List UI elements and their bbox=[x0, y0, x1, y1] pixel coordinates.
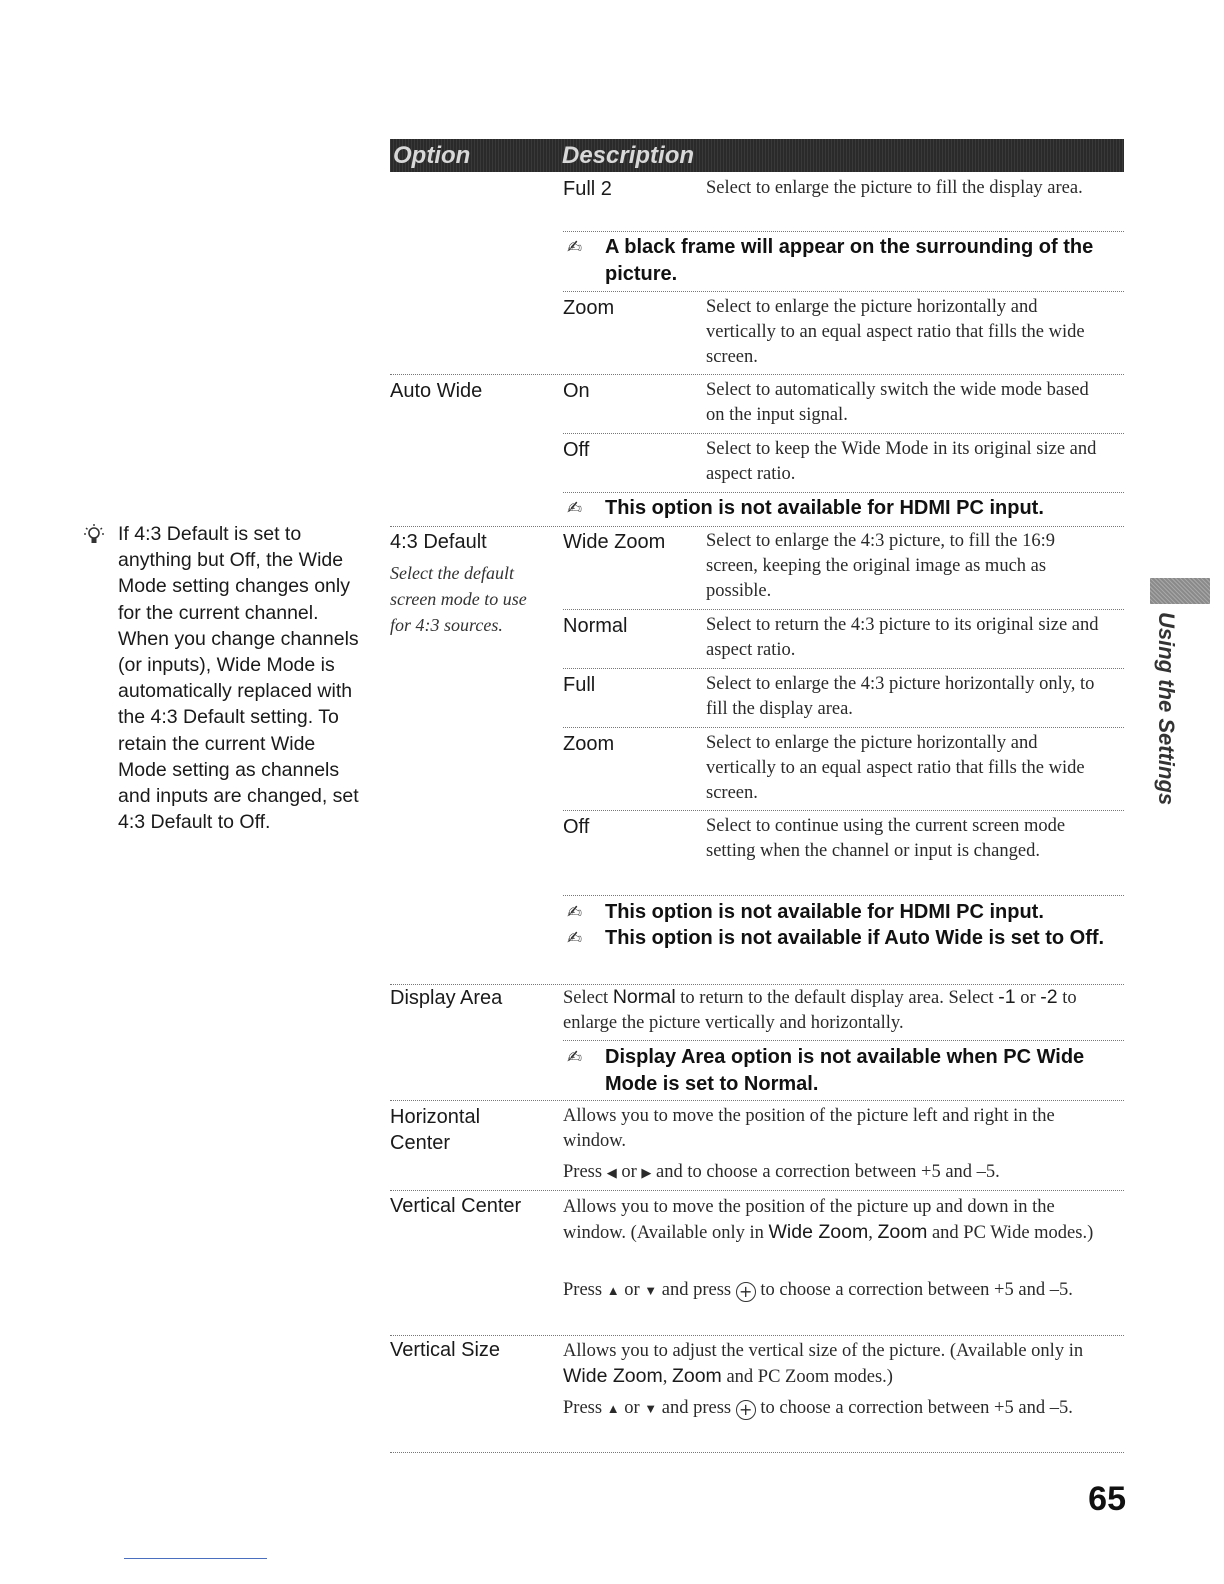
note-icon: ✍ bbox=[567, 928, 583, 948]
value-full: Full bbox=[563, 674, 596, 696]
divider bbox=[563, 668, 1124, 669]
value-normal: Normal bbox=[563, 615, 628, 637]
header-description: Description bbox=[562, 142, 695, 169]
enter-button-icon: + bbox=[736, 1282, 756, 1302]
note-black-frame: ✍ A black frame will appear on the surrounding of the picture. bbox=[567, 236, 1094, 285]
divider bbox=[390, 1190, 1124, 1191]
desc-vertical-size: Allows you to adjust the vertical size of the picture. (Available only in Wide Zoom, Zoom and PC Zoom modes.) bbox=[563, 1341, 1084, 1387]
section-tab-label: Using the Settings bbox=[1154, 612, 1179, 806]
value-wide-zoom: Wide Zoom bbox=[563, 531, 666, 553]
note-icon: ✍ bbox=[567, 498, 583, 518]
divider bbox=[390, 374, 1124, 375]
desc-on: Select to automatically switch the wide mode based on the input signal. bbox=[706, 380, 1089, 425]
enter-button-icon: + bbox=[736, 1400, 756, 1420]
divider bbox=[563, 895, 1124, 896]
header-option: Option bbox=[393, 142, 471, 169]
up-arrow-icon: ▲ bbox=[606, 1283, 620, 1298]
press-horizontal-center: Press ◀ or ▶ and to choose a correction between +5 and –5. bbox=[563, 1162, 1000, 1182]
desc-normal: Select to return the 4:3 picture to its original size and aspect ratio. bbox=[706, 615, 1099, 660]
value-off-43: Off bbox=[563, 816, 590, 838]
divider bbox=[390, 526, 1124, 527]
press-vertical-size: Press ▲ or ▼ and press + to choose a correction between +5 and –5. bbox=[563, 1398, 1073, 1419]
lightbulb-icon bbox=[84, 524, 104, 546]
option-43-default: 4:3 Default bbox=[390, 531, 487, 553]
right-arrow-icon: ▶ bbox=[641, 1165, 652, 1180]
value-on: On bbox=[563, 380, 590, 402]
page-number: 65 bbox=[1088, 1480, 1126, 1518]
note-hdmi-pc: ✍ This option is not available for HDMI PC input. bbox=[567, 899, 1112, 926]
note-auto-wide-off: ✍ This option is not available if Auto Wide is set to Off. bbox=[567, 925, 1112, 952]
option-vertical-size: Vertical Size bbox=[390, 1339, 501, 1361]
option-vertical-center: Vertical Center bbox=[390, 1195, 522, 1217]
value-zoom-43: Zoom bbox=[563, 733, 615, 755]
value-off: Off bbox=[563, 439, 590, 461]
value-full2: Full 2 bbox=[563, 178, 612, 200]
table-header bbox=[390, 139, 1124, 172]
press-vertical-center: Press ▲ or ▼ and press + to choose a correction between +5 and –5. bbox=[563, 1280, 1073, 1301]
desc-wide-zoom: Select to enlarge the 4:3 picture, to fill the 16:9 screen, keeping the original image as much as possible. bbox=[706, 531, 1056, 601]
option-43-subtitle: Select the default screen mode to use for 4:3 sources. bbox=[390, 563, 527, 635]
up-arrow-icon: ▲ bbox=[606, 1401, 620, 1416]
note-display-area: ✍ Display Area option is not available when PC Wide Mode is set to Normal. bbox=[567, 1046, 1085, 1095]
footer-rule bbox=[124, 1558, 267, 1559]
desc-display-area: Select Normal to return to the default display area. Select -1 or -2 to enlarge the picture vertically and horizontally. bbox=[563, 986, 1077, 1033]
divider bbox=[563, 492, 1124, 493]
divider bbox=[390, 1100, 1124, 1101]
desc-zoom-43: Select to enlarge the picture horizontally and vertically to an equal aspect ratio that fills the wide screen. bbox=[706, 733, 1085, 803]
note-icon: ✍ bbox=[567, 237, 583, 257]
option-auto-wide: Auto Wide bbox=[390, 380, 483, 402]
note-icon: ✍ bbox=[567, 902, 583, 922]
divider bbox=[390, 1335, 1124, 1336]
option-horizontal-center: Horizontal Center bbox=[390, 1106, 481, 1154]
divider bbox=[563, 810, 1124, 811]
desc-horizontal-center: Allows you to move the position of the picture left and right in the window. bbox=[563, 1106, 1055, 1151]
divider bbox=[563, 231, 1124, 232]
desc-vertical-center: Allows you to move the position of the picture up and down in the window. (Available only in Wide Zoom, Zoom and PC Wide modes.) bbox=[563, 1197, 1094, 1243]
divider bbox=[390, 1452, 1124, 1453]
down-arrow-icon: ▼ bbox=[644, 1283, 658, 1298]
divider bbox=[563, 433, 1124, 434]
desc-off-43: Select to continue using the current screen mode setting when the channel or input is changed. bbox=[706, 816, 1066, 861]
note-auto-wide: ✍ This option is not available for HDMI PC input. bbox=[567, 495, 1112, 522]
desc-off: Select to keep the Wide Mode in its original size and aspect ratio. bbox=[706, 439, 1097, 484]
desc-full2: Select to enlarge the picture to fill the display area. bbox=[706, 178, 1083, 198]
divider bbox=[563, 727, 1124, 728]
tip-text: If 4:3 Default is set to anything but Off, the Wide Mode setting changes only for the current channel. When you change channels (or inputs), Wide Mode is automatically replaced with the 4:3 Default setting. To retain the current Wide Mode setting as channels and inputs are changed, set 4:3 Default to Off. bbox=[118, 523, 359, 834]
option-display-area: Display Area bbox=[390, 987, 503, 1009]
divider bbox=[563, 609, 1124, 610]
tip-box bbox=[98, 521, 360, 835]
desc-zoom: Select to enlarge the picture horizontally and vertically to an equal aspect ratio that fills the wide screen. bbox=[706, 297, 1085, 367]
value-zoom: Zoom bbox=[563, 297, 615, 319]
note-icon: ✍ bbox=[567, 1047, 583, 1067]
divider bbox=[563, 1040, 1124, 1041]
section-tab-marker bbox=[1150, 578, 1210, 604]
down-arrow-icon: ▼ bbox=[644, 1401, 658, 1416]
divider bbox=[563, 291, 1124, 292]
desc-full: Select to enlarge the 4:3 picture horizontally only, to fill the display area. bbox=[706, 674, 1095, 719]
left-arrow-icon: ◀ bbox=[606, 1165, 617, 1180]
